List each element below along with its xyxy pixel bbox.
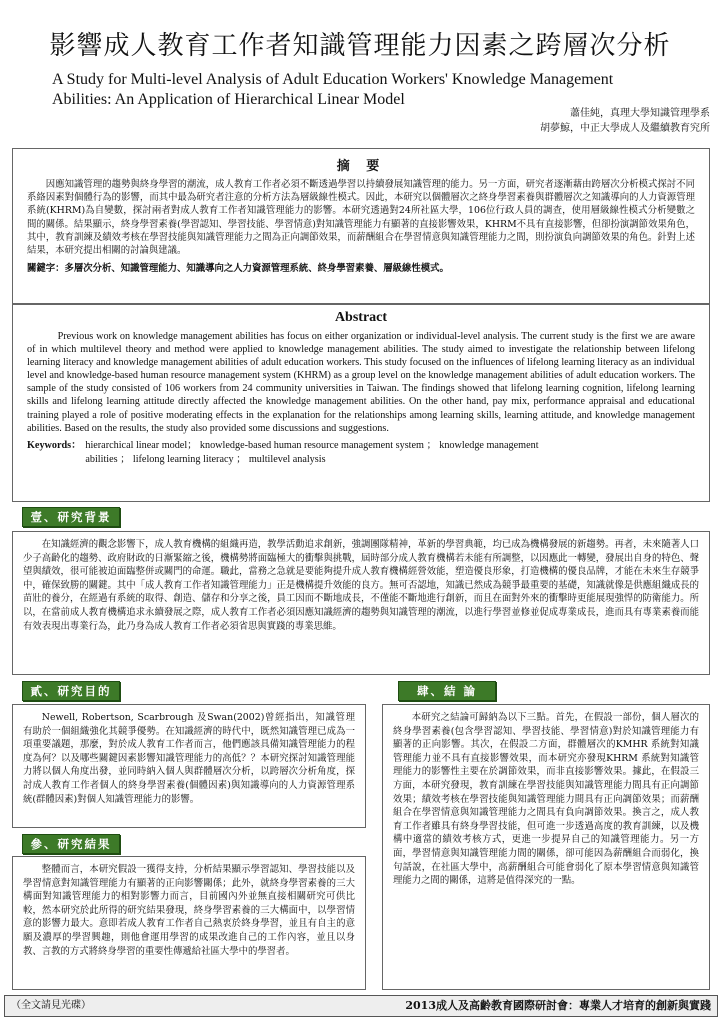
section-purpose-box: [12, 704, 366, 828]
keywords-values: [85, 439, 538, 467]
section-label-conclusion: 肆、結 論: [398, 681, 496, 701]
footer-bar: [4, 995, 718, 1017]
section-label-purpose: 貳、研究目的: [22, 681, 120, 701]
abstract-zh-keywords: 關鍵字：多層次分析、知識管理能力、知識導向之人力資源管理系統、終身學習素養、層級線性模式。: [27, 263, 449, 275]
title-en-line2: Abilities: An Application of Hierarchical Linear Model: [52, 91, 405, 108]
title-en-line1: A Study for Multi-level Analysis of Adult Education Workers' Knowledge Management: [52, 71, 614, 88]
section-label-background: 壹、研究背景: [22, 507, 120, 527]
section-purpose-body: Newell, Robertson, Scarbrough 及Swan(2002)曾經指出，知識管理有助於一個組織強化其競爭優勢。在知識經濟的時代中，既然知識管理已成為一項重要議題，那麼，對於成人教育工作者而言，他們應該具備知識管理能力的程度為何？以及哪些關鍵因素影響知識管理能力的高低？？本研究探討知識管理能力將以個人角度出發，並同時納入個人與群體層次分析，以跨層次分析角度，探討成人教育工作者個人的終身學習素養(個體因素)與知識導向的人力資源管理系統(群體因素)對個人知識管理能力的影響。: [23, 712, 355, 805]
author-2: 胡夢鯨，中正大學成人及繼續教育究所: [540, 123, 710, 134]
keywords-label: Keywords：: [27, 439, 82, 451]
page-title-zh: 影響成人教育工作者知識管理能力因素之跨層次分析: [49, 31, 671, 61]
section-conclusion-body: 本研究之結論可歸納為以下三點。首先，在假設一部份，個人層次的終身學習素養(包含學習認知、學習技能、學習情意)對於知識管理能力有顯著的正向影響。其次，在假設二方面，群體層次的KMHR 系統對知識管理能力並不具有直接影響效果，而本研究亦發現KHRM 系統對知識管理能力的影響性主要在於調節效果，而非直接影響效果。據此，在假設三方面，本研究發現，教育訓練在學習技能與知識管理能力間具有正向調節效果；績效考核在學習技能與知識管理能力間具有正向調節效果；而薪酬組合在學習情意與知識管理能力之間具有負向調節效果。換言之，成人教育工作者雖具有終身學習技能，但可進一步透過高度的教育訓練，以及機構中適當的績效考核方式，更進一步提昇自己的知識管理能力。另一方面，學習情意與知識管理能力間的關係，卻可能因為薪酬組合而弱化，換句話說，在社區大學中，高薪酬組合可能會弱化了原本學習情意與知識管理能力之間的關係，這將是值得深究的一點。: [393, 712, 699, 887]
footer-conference-name: 2013成人及高齡教育國際研討會：專業人才培育的創新與實踐: [405, 999, 711, 1012]
section-results-box: [12, 856, 366, 990]
abstract-zh-box: [12, 148, 710, 304]
author-list: [470, 106, 710, 136]
abstract-en-body: Previous work on knowledge management abilities has focus on either organization or individual-level analysis. The current study is the first we are aware of in which multilevel theory and method were applied to knowledge management abilities. The study aimed to investigate the relationship between lifelong learning literacy and knowledge management abilities of adult education workers. This study focused on the influences of lifelong learning literacy as an individual level and knowledge-based human resource management system (KHRM) as a group level on the knowledge management abilities of adult education workers. The sample of the study consisted of 106 workers from 24 community universities in Taiwan. The findings showed that lifelong learning cognition, lifelong learning skills and lifelong learning attitude directly affected the knowledge management abilities. On the other hand, pay mix, performance appraisal and educational training played a role of positive moderating effects in the explanation for the relationships among learning skills, learning attitude, and knowledge management abilities. Based on the results, the study also provided some discussions and suggestions.: [27, 331, 695, 434]
section-results-body: 整體而言，本研究假設一獲得支持，分析結果顯示學習認知、學習技能以及學習情意對知識管理能力有顯著的正向影響關係；此外，就終身學習素養的三大構面對知識管理能力的相對影響力而言，目前國內外並無直接相關研究可供比較，然本研究於此所得的研究結果發現，終身學習素養的三大構面中，以學習情意的影響力最大。意即若成人教育工作者自己熱衷於終身學習，並且有自主的意願及濃厚的學習興趣，則他會運用學習的成果改進自己的工作內容，並且以身教、言教的方式將終身學習的重要性傳遞給社區大學中的學習者。: [23, 864, 355, 957]
abstract-en-heading: Abstract: [334, 310, 388, 325]
page-title-en: [52, 70, 692, 110]
section-label-results: 參、研究結果: [22, 834, 120, 854]
abstract-zh-heading: 摘 要: [336, 159, 386, 174]
abstract-en-keywords: [27, 439, 695, 467]
keywords-line1: hierarchical linear model； knowledge-based human resource management system ； knowledge management: [85, 439, 539, 451]
abstract-zh-body: 因應知識管理的趨勢與終身學習的潮流，成人教育工作者必須不斷透過學習以持續發展知識管理的能力。另一方面，研究者逐漸藉由跨層次分析模式探討不同系絡因素對個體行為的影響，而其中最為研究者注意的分析方法為層級線性模式。因此，本研究以個體層次之終身學習素養與群體層次之知識導向的人力資源管理系統(KHRM)為自變數，探討兩者對成人教育工作者知識管理能力的影響。本研究透過對24所社區大學，106位行政人員的調查，使用層級線性模式分析變數之間的關係。結果顯示，終身學習素養(學習認知、學習技能、學習情意)對知識管理能力有顯著的直接影響效果，KHRM不具有直接影響，但卻扮演調節效果角色，其中，教育訓練及績效考核在學習技能與知識管理能力之間為正向調節效果，而薪酬組合在學習情意與知識管理能力之間，則扮演負向調節效果的角色。針對上述結果，本研究提出相關的討論與建議。: [27, 179, 695, 257]
section-background-box: [12, 531, 710, 675]
section-conclusion-box: [382, 704, 710, 990]
abstract-en-box: [12, 304, 710, 502]
author-1: 蕭佳純，真理大學知識管理學系: [570, 108, 710, 119]
section-background-body: 在知識經濟的觀念影響下，成人教育機構的組織再造，教學活動追求創新，強調團隊精神，革新的學習典範，均已成為機構發展的新趨勢。再者，未來隨著人口少子高齡化的趨勢、政府財政的日漸緊縮之後，機構勢將面臨極大的衝擊與挑戰，屆時部分成人教育機構若未能有所調整，以因應此一轉變，發展出自身的特色、聲望與績效，很可能被迫面臨整併或關門的命運。職此，當務之急就是要能夠提升成人教育機構經營效能，塑造優良形象，打造機構的優良品牌，才能在未來生存競爭中，確保致勝的關鍵。其中「成人教育工作者知識管理能力」正是機構提升效能的良方。無可否認地，知識已然成為競爭最重要的基礎，知識就像是供應組織成長的苗壯的養分，在經過有系統的取得、創造、儲存和分享之後，員工因而不斷地成長，不僅能不斷地進行創新，而且在面對外來的衝擊時更能展現強悍的防衛能力。所以，在當前成人教育機構追求永續發展之際，成人教育工作者必須因應知識經濟的趨勢與知識管理的潮流，以進行學習並修並促成專業成長，進而具有專業素養而能有效表現出專業行為，此乃身為成人教育工作者必須省思與實踐的專業思維。: [23, 539, 699, 632]
keywords-line2: abilities ； lifelong learning literacy ； multilevel analysis: [85, 453, 326, 465]
footer-left-note: （全文請見光碟）: [11, 1000, 91, 1011]
